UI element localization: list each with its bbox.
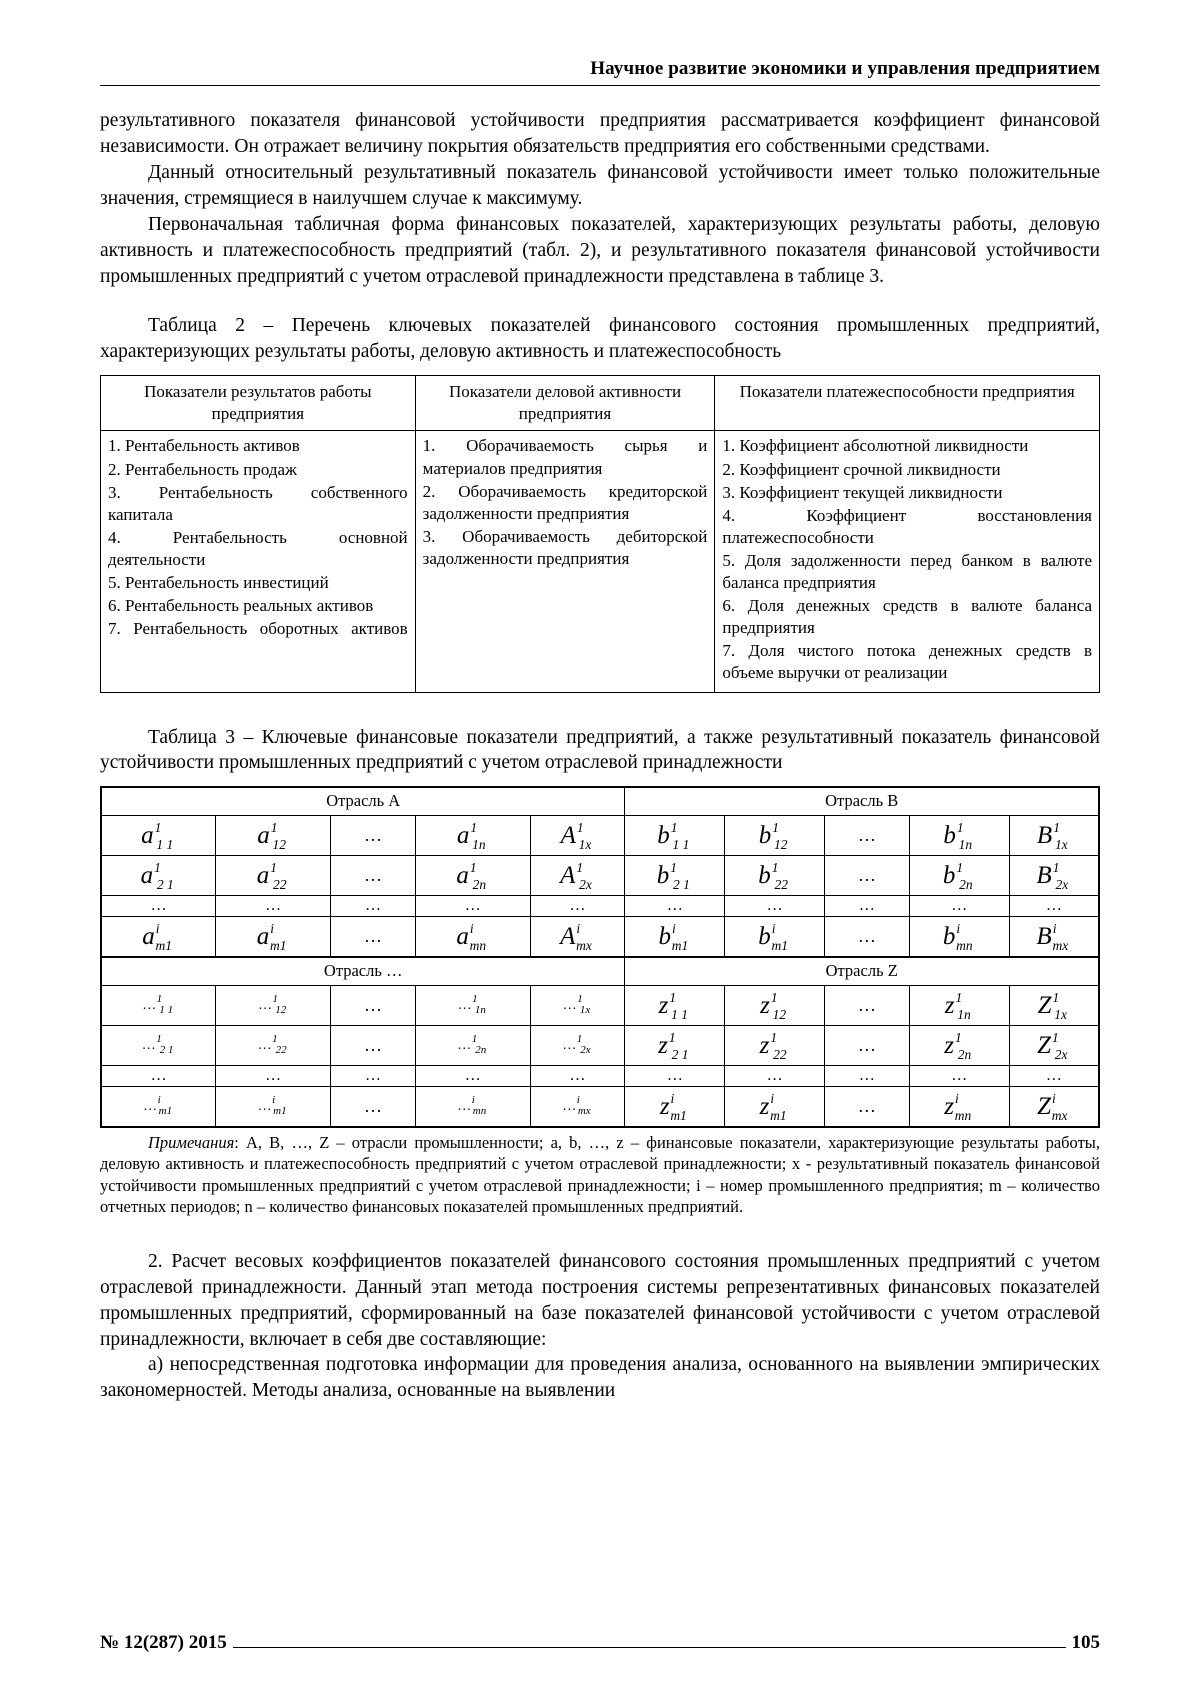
matrix-cell: $Z^i_{mx}$ (1009, 1087, 1099, 1128)
sector-header-a: Отрасль A (101, 787, 625, 816)
matrix-cell: $a^1_{22}$ (216, 856, 331, 896)
matrix-cell: …$^1_{12}$ (216, 986, 331, 1026)
matrix-cell: $B^1_{1x}$ (1009, 816, 1099, 856)
list-item: 7. Рентабельность оборотных активов (108, 619, 408, 639)
paragraph-5: а) непосредственная подготовка информации для проведения анализа, основанного на выявлении эмпирических закономерностей. Методы анализа, основанные на выявлении (100, 1354, 1100, 1402)
matrix-cell: … (825, 1087, 910, 1128)
matrix-cell: … (625, 896, 725, 917)
matrix-cell: $z^i_{m1}$ (725, 1087, 825, 1128)
matrix-cell: …$^i_{mx}$ (530, 1087, 625, 1128)
sector-header-b: Отрасль B (625, 787, 1099, 816)
matrix-cell: $b^i_{m1}$ (625, 917, 725, 958)
table-row (101, 917, 1099, 958)
table-row (101, 957, 1099, 986)
matrix-cell: … (331, 1087, 416, 1128)
matrix-cell: $A^1_{2x}$ (530, 856, 625, 896)
matrix-cell: … (101, 896, 216, 917)
matrix-cell: $b^1_{12}$ (725, 816, 825, 856)
list-item: 2. Рентабельность продаж (108, 459, 297, 479)
matrix-cell: … (825, 816, 910, 856)
matrix-cell: … (825, 986, 910, 1026)
table2-header-cell: Показатели платежеспособности предприятия (715, 376, 1100, 431)
matrix-cell: $z^1_{12}$ (725, 986, 825, 1026)
table2-header-cell: Показатели деловой активности предприятия (415, 376, 715, 431)
matrix-cell: $b^1_{2n}$ (909, 856, 1009, 896)
table-row (101, 376, 1100, 431)
matrix-cell: … (331, 917, 416, 958)
matrix-cell: … (725, 896, 825, 917)
matrix-cell: …$^1_{2 1}$ (101, 1026, 216, 1066)
matrix-cell: $A^i_{mx}$ (530, 917, 625, 958)
table2-col-results (101, 431, 416, 692)
paragraph-2: Данный относительный результативный показатель финансовой устойчивости имеет только положительные значения, стремящиеся в наилучшем случае к максимуму. (100, 161, 1100, 209)
spacer (100, 289, 1100, 313)
spacer (100, 693, 1100, 725)
matrix-cell: $b^1_{1n}$ (909, 816, 1009, 856)
matrix-cell: $b^1_{22}$ (725, 856, 825, 896)
matrix-cell: $Z^1_{2x}$ (1009, 1026, 1099, 1066)
matrix-cell: $z^i_{m1}$ (625, 1087, 725, 1128)
matrix-cell: $a^i_{m1}$ (101, 917, 216, 958)
matrix-cell: …$^1_{2n}$ (415, 1026, 530, 1066)
matrix-cell: … (331, 1066, 416, 1087)
sector-header-z: Отрасль Z (625, 957, 1099, 986)
matrix-cell: $b^1_{1 1}$ (625, 816, 725, 856)
spacer (100, 1217, 1100, 1249)
matrix-cell: $B^i_{mx}$ (1009, 917, 1099, 958)
page-footer (100, 1632, 1100, 1654)
matrix-cell: … (331, 816, 416, 856)
matrix-cell: …$^1_{2x}$ (530, 1026, 625, 1066)
matrix-cell: … (530, 1066, 625, 1087)
list-item: 3. Рентабельность собственного капитала (108, 482, 408, 524)
matrix-cell: $z^1_{22}$ (725, 1026, 825, 1066)
table3-caption: Таблица 3 – Ключевые финансовые показатели предприятий, а также результативный показатель финансовой устойчивости промышленных предприятий с учетом отраслевой принадлежности (100, 726, 1100, 774)
matrix-cell: … (331, 856, 416, 896)
matrix-cell: … (101, 1066, 216, 1087)
list-item: 3. Коэффициент текущей ликвидности (722, 482, 1003, 502)
matrix-cell: $a^i_{m1}$ (216, 917, 331, 958)
table-row (101, 431, 1100, 692)
table-row (101, 986, 1099, 1026)
table-row (101, 1026, 1099, 1066)
issue-number: № 12(287) 2015 (100, 1632, 227, 1653)
matrix-cell: … (415, 896, 530, 917)
matrix-cell: … (909, 1066, 1009, 1087)
matrix-cell: … (1009, 896, 1099, 917)
list-item: 4. Коэффициент восстановления платежеспособности (722, 505, 1092, 547)
footer-rule (233, 1647, 1066, 1648)
list-item: 6. Рентабельность реальных активов (108, 596, 374, 616)
table-row (101, 816, 1099, 856)
table2-col-solvency (715, 431, 1100, 692)
table-row (101, 1087, 1099, 1128)
paragraph-3: Первоначальная табличная форма финансовых показателей, характеризующих результаты работы, деловую активность и платежеспособность предприятий (табл. 2), и результативного показателя финансовой устойчивости промышленных предприятий с учетом отраслевой принадлежности представлена в таблице 3. (100, 213, 1100, 287)
notes-text: : A, B, …, Z – отрасли промышленности; a, b, …, z – финансовые показатели, характеризующие результаты работы, деловую активность и платежеспособность предприятий с учетом отраслевой принадлежности; x - результативный показатель финансовой устойчивости промышленных предприятий с учетом отраслевой принадлежности; i – номер промышленного предприятия; m – количество отчетных периодов; n – количество финансовых показателей промышленных предприятий. (100, 1133, 1100, 1216)
list-item: 3. Оборачиваемость дебиторской задолженности предприятия (422, 526, 708, 568)
matrix-cell: $z^1_{2 1}$ (625, 1026, 725, 1066)
list-item: 1. Коэффициент абсолютной ликвидности (722, 436, 1029, 456)
matrix-cell: … (216, 896, 331, 917)
matrix-cell: …$^i_{m1}$ (216, 1087, 331, 1128)
matrix-cell: … (825, 1066, 910, 1087)
table-3 (100, 786, 1100, 1128)
matrix-cell: $b^1_{2 1}$ (625, 856, 725, 896)
matrix-cell: $z^1_{2n}$ (909, 1026, 1009, 1066)
table2-header-cell: Показатели результатов работы предприятия (101, 376, 416, 431)
matrix-cell: …$^1_{22}$ (216, 1026, 331, 1066)
matrix-cell: … (825, 917, 910, 958)
matrix-cell: … (331, 1026, 416, 1066)
list-item: 1. Оборачиваемость сырья и материалов предприятия (422, 436, 708, 478)
matrix-cell: $b^i_{mn}$ (909, 917, 1009, 958)
matrix-cell: $a^1_{12}$ (216, 816, 331, 856)
table-row (101, 896, 1099, 917)
matrix-cell: …$^1_{1 1}$ (101, 986, 216, 1026)
matrix-cell: … (909, 896, 1009, 917)
matrix-cell: … (825, 1026, 910, 1066)
matrix-cell: $z^i_{mn}$ (909, 1087, 1009, 1128)
list-item: 2. Оборачиваемость кредиторской задолженности предприятия (422, 481, 708, 523)
matrix-cell: … (825, 856, 910, 896)
table-row (101, 856, 1099, 896)
matrix-cell: $Z^1_{1x}$ (1009, 986, 1099, 1026)
matrix-cell: $z^1_{1 1}$ (625, 986, 725, 1026)
matrix-cell: …$^1_{1x}$ (530, 986, 625, 1026)
matrix-cell: … (725, 1066, 825, 1087)
list-item: 5. Доля задолженности перед банком в валюте баланса предприятия (722, 550, 1092, 593)
paragraph-1: результативного показателя финансовой устойчивости предприятия рассматривается коэффициент финансовой независимости. Он отражает величину покрытия обязательств предприятия его собственными средствами. (100, 110, 1100, 157)
matrix-cell: … (216, 1066, 331, 1087)
table-row (101, 787, 1099, 816)
matrix-cell: $b^i_{m1}$ (725, 917, 825, 958)
table2-col-activity (415, 431, 715, 692)
matrix-cell: $a^i_{mn}$ (415, 917, 530, 958)
matrix-cell: … (625, 1066, 725, 1087)
matrix-cell: …$^i_{mn}$ (415, 1087, 530, 1128)
list-item: 4. Рентабельность основной деятельности (108, 527, 408, 569)
matrix-cell: $a^1_{1n}$ (415, 816, 530, 856)
matrix-cell: $B^1_{2x}$ (1009, 856, 1099, 896)
matrix-cell: $a^1_{2n}$ (415, 856, 530, 896)
matrix-cell: … (530, 896, 625, 917)
matrix-cell: $z^1_{1n}$ (909, 986, 1009, 1026)
table-row (101, 1066, 1099, 1087)
matrix-cell: … (331, 896, 416, 917)
list-item: 2. Коэффициент срочной ликвидности (722, 459, 1001, 479)
list-item: 7. Доля чистого потока денежных средств в объеме выручки от реализации (722, 641, 1092, 683)
table3-notes (100, 1132, 1100, 1216)
running-head: Научное развитие экономики и управления предприятием (100, 58, 1100, 86)
list-item: 1. Рентабельность активов (108, 436, 300, 456)
matrix-cell: … (331, 986, 416, 1026)
list-item: 5. Рентабельность инвестиций (108, 573, 329, 593)
table2-caption: Таблица 2 – Перечень ключевых показателей финансового состояния промышленных предприятий, характеризующих результаты работы, деловую активность и платежеспособность (100, 315, 1100, 363)
list-item: 6. Доля денежных средств в валюте баланса предприятия (722, 596, 1092, 638)
matrix-cell: $a^1_{2 1}$ (101, 856, 216, 896)
sector-header-mid: Отрасль … (101, 957, 625, 986)
table-2 (100, 375, 1100, 692)
matrix-cell: …$^i_{m1}$ (101, 1087, 216, 1128)
matrix-cell: …$^1_{1n}$ (415, 986, 530, 1026)
matrix-cell: … (415, 1066, 530, 1087)
page-number: 105 (1071, 1632, 1100, 1653)
matrix-cell: … (1009, 1066, 1099, 1087)
matrix-cell: … (825, 896, 910, 917)
matrix-cell: $A^1_{1x}$ (530, 816, 625, 856)
notes-label: Примечания (148, 1133, 235, 1153)
matrix-cell: $a^1_{1 1}$ (101, 816, 216, 856)
paragraph-4: 2. Расчет весовых коэффициентов показателей финансового состояния промышленных предприятий с учетом отраслевой принадлежности. Данный этап метода построения системы репрезентативных финансовых показателей промышленных предприятий, сформированный на базе показателей финансовой устойчивости с учетом отраслевой принадлежности, включает в себя две составляющие: (100, 1250, 1100, 1350)
